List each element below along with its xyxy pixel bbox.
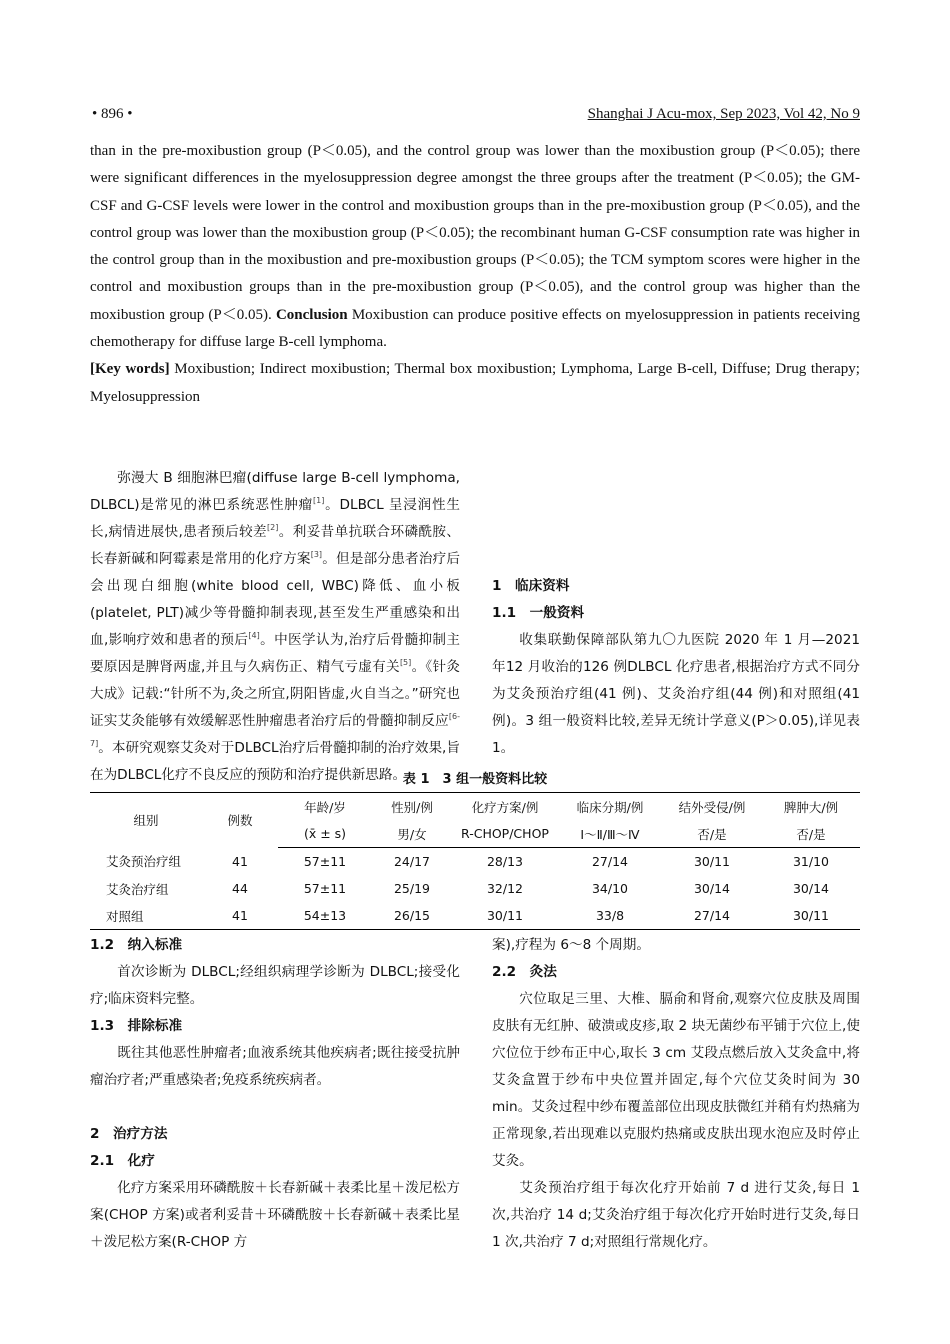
section-2-1-text-continued: 案),疗程为 6～8 个周期。 [492,937,650,953]
section-2-title: 2 治疗方法 [90,1126,168,1142]
section-1-3-title: 1.3 排除标准 [90,1018,183,1034]
abstract-results-text: than in the pre-moxibustion group (P＜0.05), and the control group was lower than the moxibustion group (P＜0.05); there were significant differences in the myelosuppression degree amongst the three groups after the treatment (P＜0.05); the GM-CSF and G-CSF levels were lower in the control and moxibustion groups than in the pre-moxibustion group (P＜0.05), and the control group was lower than the moxibustion group (P＜0.05); the recombinant human G-CSF consumption rate was higher in the control group than in the moxibustion and pre-moxibustion groups (P＜0.05); the TCM symptom scores were higher in the control and moxibustion groups than in the pre-moxibustion group (P＜0.05), and the control group was higher than the moxibustion group (P＜0.05). [90,143,860,323]
section-1-1-title: 1.1 一般资料 [492,605,585,621]
conclusion-label: Conclusion [275,306,348,323]
table-header-cell: 结外受侵/例 [662,793,762,821]
table-row: 艾灸治疗组 44 57±11 25/19 32/12 34/10 30/14 30/14 [106,881,830,897]
table-subheader-cell: 否/是 [662,820,762,848]
section-2-1-title: 2.1 化疗 [90,1153,155,1169]
table-subheader-cell: 否/是 [762,820,860,848]
table-subheader-cell: Ⅰ～Ⅱ/Ⅲ～Ⅳ [558,820,662,848]
lower-left-column [90,932,460,1256]
table-header-cell: 组别 [90,793,202,848]
keywords-label: [Key words] [90,361,170,378]
table-header-cell: 年龄/岁 [278,793,372,821]
table-header-cell: 脾肿大/例 [762,793,860,821]
table-row: 艾灸预治疗组 41 57±11 24/17 28/13 27/14 30/11 31/10 [106,853,830,870]
section-1-2-text: 首次诊断为 DLBCL;经组织病理学诊断为 DLBCL;接受化疗;临床资料完整。 [90,964,460,1007]
section-1-3-text: 既往其他恶性肿瘤者;血液系统其他疾病者;既往接受抗肿瘤治疗者;严重感染者;免疫系统疾病者。 [90,1045,460,1088]
section-1-column [492,573,860,762]
section-1-title: 1 临床资料 [492,578,570,594]
table-row: 对照组 41 54±13 26/15 30/11 33/8 27/14 30/11 [90,902,860,930]
table-subheader-cell: 男/女 [372,820,452,848]
intro-paragraph: 弥漫大 B 细胞淋巴瘤(diffuse large B-cell lymphoma, DLBCL)是常见的淋巴系统恶性肿瘤[1]。DLBCL 呈浸润性生长,病情进展快,患者预后较差[2]。利妥昔单抗联合环磷酰胺、长春新碱和阿霉素是常用的化疗方案[3]。但是部分患者治疗后会出现白细胞(white blood cell, WBC)降低、血小板(platelet, PLT)减少等骨髓抑制表现,甚至发生严重感染和出血,影响疗效和患者的预后[4]。中医学认为,治疗后骨髓抑制主要原因是脾肾两虚,并且与久病伤正、精气亏虚有关[5]。《针灸大成》记载:“针所不为,灸之所宜,阴阳皆虚,火自当之。”研究也证实艾灸能够有效缓解恶性肿瘤患者治疗后的骨髓抑制反应[6-7]。本研究观察艾灸对于DLBCL治疗后骨髓抑制的治疗效果,旨在为DLBCL化疗不良反应的预防和治疗提供新思路。 [90,470,461,783]
table-1 [90,792,860,930]
table-1-title: 表 1 3 组一般资料比较 [402,772,548,787]
table-subheader-cell: R-CHOP/CHOP [452,820,558,848]
table-header-cell: 化疗方案/例 [452,793,558,821]
keywords-text: Moxibustion; Indirect moxibustion; Thermal box moxibustion; Lymphoma, Large B-cell, Diffuse; Drug therapy; Myelosuppression [90,361,860,405]
section-2-2-title: 2.2 灸法 [492,964,557,980]
section-1-2-title: 1.2 纳入标准 [90,937,183,953]
journal-citation: Shanghai J Acu-mox, Sep 2023, Vol 42, No 9 [587,106,860,122]
section-2-2-schedule-text: 艾灸预治疗组于每次化疗开始前 7 d 进行艾灸,每日 1 次,共治疗 14 d;艾灸治疗组于每次化疗开始时进行艾灸,每日 1 次,共治疗 7 d;对照组行常规化疗。 [492,1180,860,1250]
table-subheader-cell: (x̄ ± s) [278,820,372,848]
lower-right-column [492,932,860,1256]
page-number: • 896 • [92,106,133,122]
section-2-1-text: 化疗方案采用环磷酰胺＋长春新碱＋表柔比星＋泼尼松方案(CHOP 方案)或者利妥昔＋环磷酰胺＋长春新碱＋表柔比星＋泼尼松方案(R-CHOP 方 [90,1180,460,1250]
section-1-1-text: 收集联勤保障部队第九〇九医院 2020 年 1 月—2021 年12 月收治的126 例DLBCL 化疗患者,根据治疗方式不同分为艾灸预治疗组(41 例)、艾灸治疗组(44 例)和对照组(41 例)。3 组一般资料比较,差异无统计学意义(P＞0.05),详见表 1。 [492,632,860,756]
table-header-cell: 临床分期/例 [558,793,662,821]
running-header [92,106,860,130]
abstract-continuation [90,138,860,411]
section-2-2-text: 穴位取足三里、大椎、膈俞和肾俞,观察穴位皮肤及周围皮肤有无红肿、破溃或皮疹,取 2 块无菌纱布平铺于穴位上,使穴位位于纱布正中心,取长 3 cm 艾段点燃后放入艾灸盒中,将艾灸盒置于纱布中央位置并固定,每个穴位艾灸时间为 30 min。艾灸过程中纱布覆盖部位出现皮肤微红并稍有灼热痛为正常现象,若出现难以克服灼热痛或皮肤出现水泡应及时停止艾灸。 [492,991,860,1169]
intro-left-column [90,465,460,789]
table-header-cell: 例数 [202,793,278,848]
conclusion-text: Moxibustion can produce positive effects on myelosuppression in patients receiving chemotherapy for diffuse large B-cell lymphoma. [90,306,861,351]
table-header-cell: 性别/例 [372,793,452,821]
